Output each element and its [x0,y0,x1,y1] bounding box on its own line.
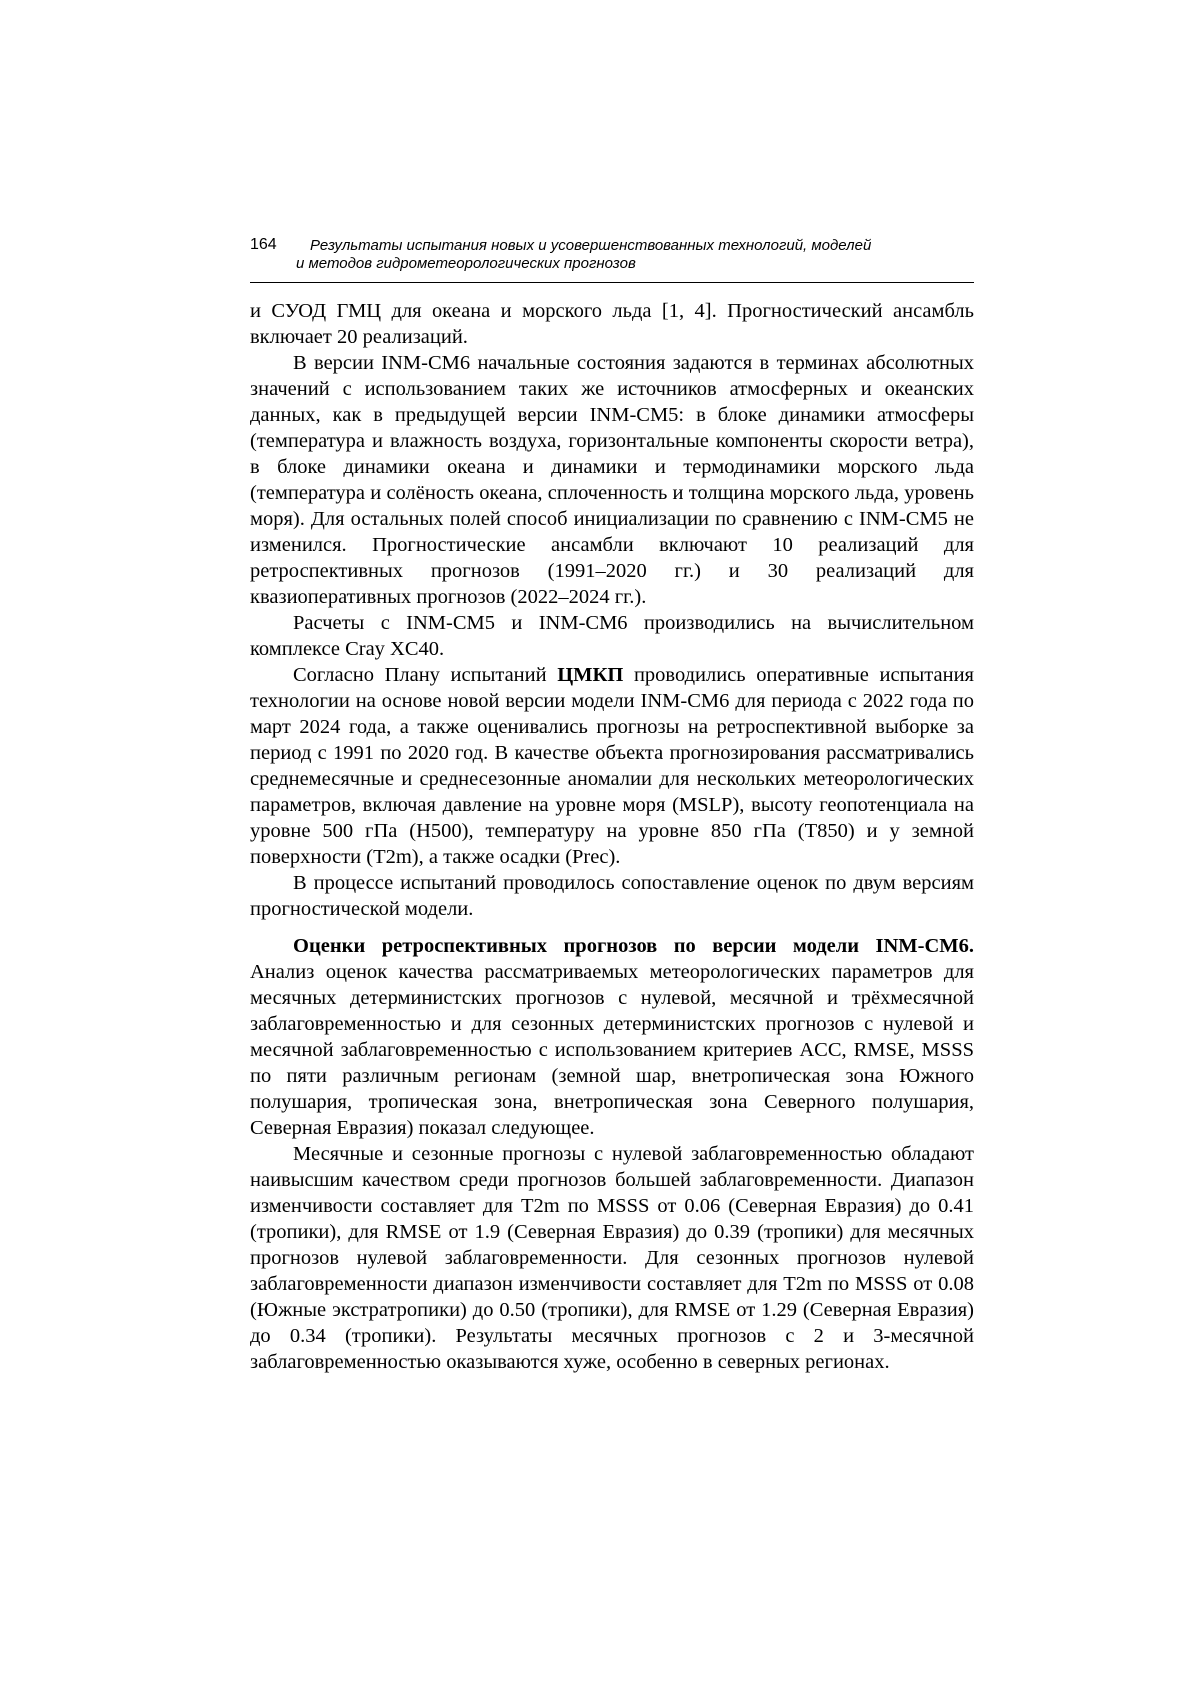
running-title-line-2: и методов гидрометеорологических прогнозов [296,255,636,272]
paragraph-2: В версии INM-CM6 начальные состояния задаются в терминах абсолютных значений с использованием таких же источников атмосферных и океанских данных, как в предыдущей версии INM-CM5: в блоке динамики атмосферы (температура и влажность воздуха, горизонтальные компоненты скорости ветра), в блоке динамики океана и динамики и термодинамики морского льда (температура и солёность океана, сплоченность и толщина морского льда, уровень моря). Для остальных полей способ инициализации по сравнению с INM-CM5 не изменился. Прогностические ансамбли включают 10 реализаций для ретроспективных прогнозов (1991–2020 гг.) и 30 реализаций для квазиоперативных прогнозов (2022–2024 гг.). [250,352,974,608]
page-header [250,236,974,283]
paragraph-4-start: Согласно Плану испытаний [293,664,558,686]
paragraph-6-rest: Анализ оценок качества рассматриваемых метеорологических параметров для месячных детерминистских прогнозов с нулевой, месячной и трёхмесячной заблаговременностью и для сезонных детерминистских прогнозов с нулевой и месячной заблаговременностью с использованием критериев ACC, RMSE, MSSS по пяти различным регионам (земной шар, внетропическая зона Южного полушария, тропическая зона, внетропическая зона Северного полушария, Северная Евразия) показал следующее. [250,961,974,1139]
paragraph-4 [250,662,974,870]
paragraph-3: Расчеты с INM-CM5 и INM-CM6 производились на вычислительном комплексе Cray XC40. [250,612,974,660]
paragraph-1: и СУОД ГМЦ для океана и морского льда [1, 4]. Прогностический ансамбль включает 20 реализаций. [250,300,974,348]
paragraph-4-bold: ЦМКП [557,664,624,686]
running-title [296,237,872,273]
running-title-line-1: Результаты испытания новых и усовершенствованных технологий, моделей [310,237,872,254]
page-number: 164 [250,236,277,253]
paragraph-5: В процессе испытаний проводилось сопоставление оценок по двум версиям прогностической модели. [250,872,974,920]
paragraph-4-rest: проводились оперативные испытания технологии на основе новой версии модели INM-CM6 для периода с 2022 года по март 2024 года, а также оценивались прогнозы на ретроспективной выборке за период с 1991 по 2020 год. В качестве объекта прогнозирования рассматривались среднемесячные и среднесезонные аномалии для нескольких метеорологических параметров, включая давление на уровне моря (MSLP), высоту геопотенциала на уровне 500 гПа (H500), температуру на уровне 850 гПа (T850) и у земной поверхности (T2m), а также осадки (Prec). [250,664,974,868]
paragraph-7: Месячные и сезонные прогнозы с нулевой заблаговременностью обладают наивысшим качеством среди прогнозов большей заблаговременности. Диапазон изменчивости составляет для T2m по MSSS от 0.06 (Северная Евразия) до 0.41 (тропики), для RMSE от 1.9 (Северная Евразия) до 0.39 (тропики) для месячных прогнозов нулевой заблаговременности. Для сезонных прогнозов нулевой заблаговременности диапазон изменчивости составляет для T2m по MSSS от 0.08 (Южные экстратропики) до 0.50 (тропики), для RMSE от 1.29 (Северная Евразия) до 0.34 (тропики). Результаты месячных прогнозов с 2 и 3-месячной заблаговременностью оказываются хуже, особенно в северных регионах. [250,1143,974,1373]
paragraph-6 [250,933,974,1141]
section-heading: Оценки ретроспективных прогнозов по версии модели INM-CM6. [293,935,974,957]
body-text [250,298,974,1375]
